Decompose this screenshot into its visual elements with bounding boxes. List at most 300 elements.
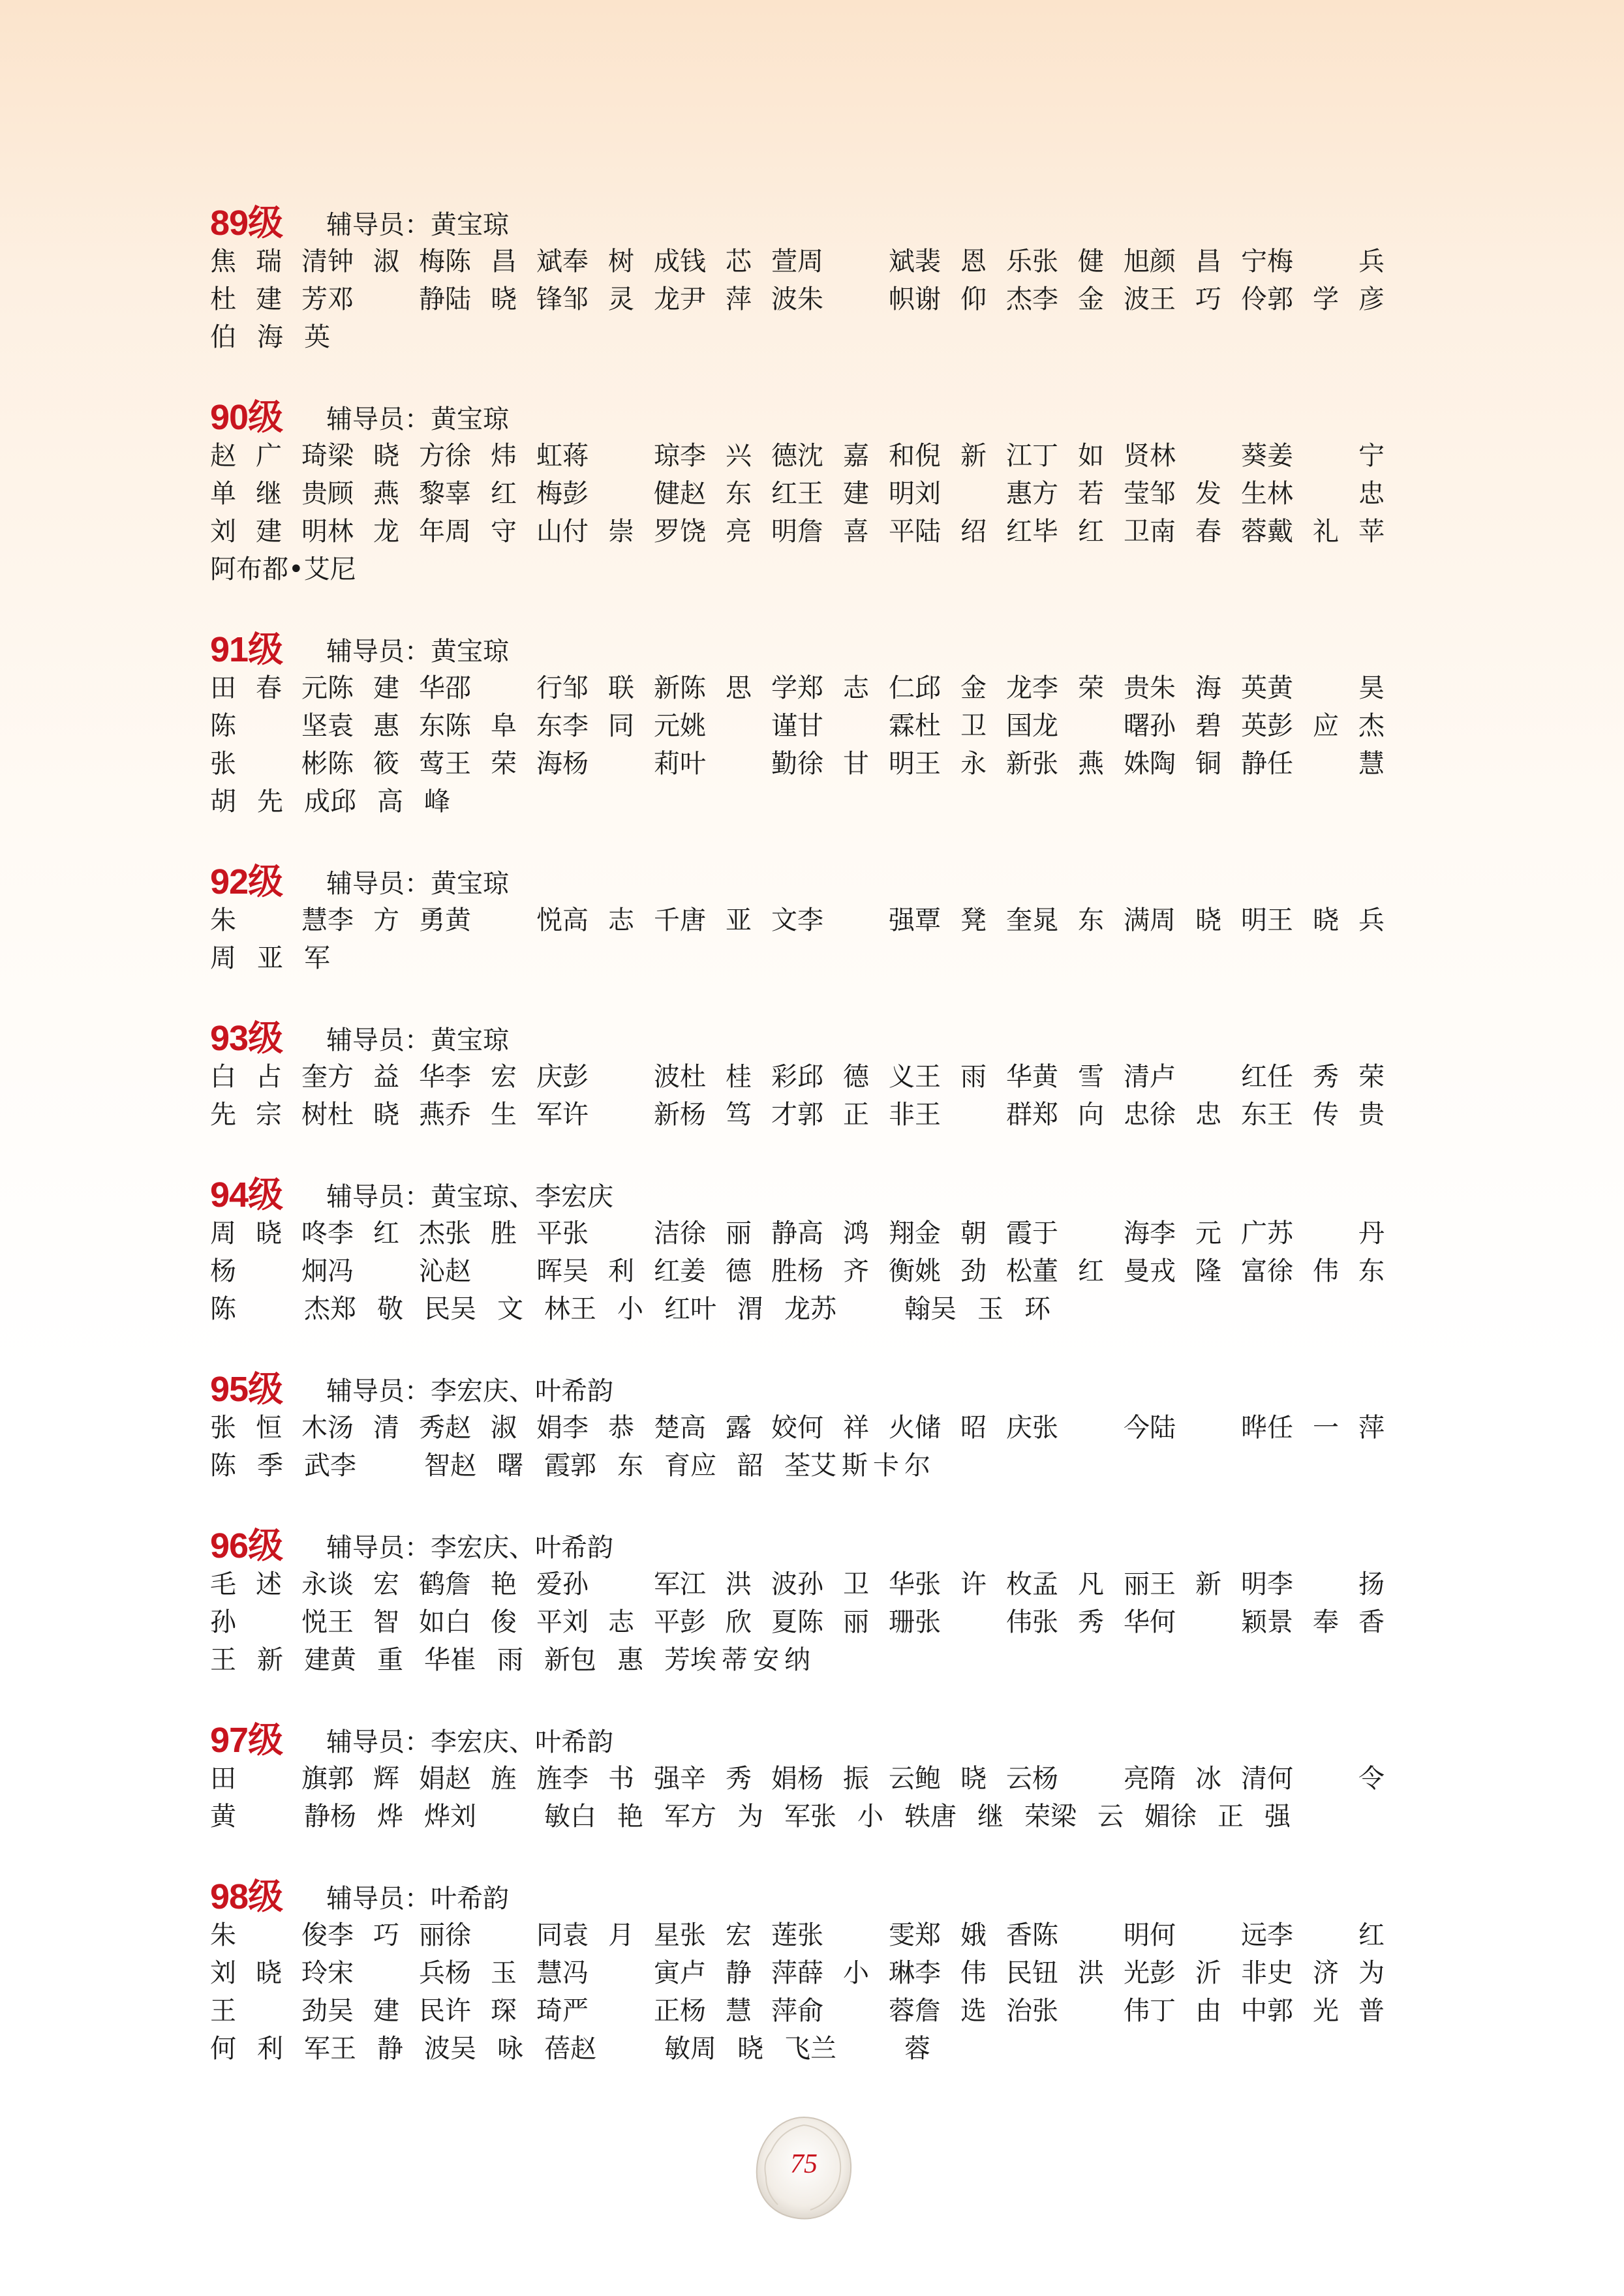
- student-name: 张 燕 姝: [1032, 749, 1150, 779]
- student-name: 李 宏 庆: [445, 1062, 562, 1092]
- student-name: 梅 兵: [1267, 247, 1385, 277]
- student-name: 白 艳 军: [570, 1802, 690, 1832]
- counselor-name: 李宏庆、叶希韵: [431, 1376, 613, 1406]
- student-name: 卢 红: [1150, 1062, 1267, 1092]
- grade-label: 93级: [210, 1019, 283, 1058]
- student-name: 钟 淑 梅: [328, 247, 445, 277]
- student-name: 李 元 广: [1150, 1218, 1267, 1248]
- student-name: 王 新 建: [210, 1645, 330, 1675]
- student-name: 姚 谨: [680, 711, 797, 741]
- student-name: 徐 正 强: [1171, 1802, 1291, 1832]
- student-name: 李 扬: [1267, 1569, 1385, 1599]
- student-name: 吴 利 红: [562, 1256, 680, 1286]
- student-name: 杨 齐 衡: [797, 1256, 915, 1286]
- student-name: 赵 曙 霞: [450, 1451, 570, 1481]
- student-name: 李 智: [330, 1451, 450, 1481]
- counselor-name: 李宏庆、叶希韵: [431, 1533, 613, 1563]
- student-name: 邱 高 峰: [330, 787, 450, 817]
- student-name: 杨 笃 才: [680, 1100, 797, 1130]
- student-name: 王 智 如: [328, 1607, 445, 1637]
- student-name: 刘 惠: [915, 479, 1032, 509]
- student-name: 李 强: [797, 905, 915, 935]
- student-name: 李 兴 德: [680, 441, 797, 471]
- student-name: 李 方 勇: [328, 905, 445, 935]
- counselor-prefix: 辅导员：: [326, 637, 431, 667]
- student-name: 周 亚 军: [210, 943, 330, 973]
- student-name: 毛 述 永: [210, 1569, 328, 1599]
- student-name: 甘 霖: [797, 711, 915, 741]
- student-name: 王 晓 兵: [1267, 905, 1385, 935]
- counselor-name: 黄宝琼: [431, 869, 509, 899]
- student-name: 朱 海 英: [1150, 673, 1267, 703]
- student-name: 杨 玉 慧: [445, 1958, 562, 1988]
- student-name: 郭 光 普: [1267, 1996, 1385, 2026]
- grade-label: 91级: [210, 630, 283, 669]
- student-name: 赵 东 红: [680, 479, 797, 509]
- student-name: 徐 同: [445, 1920, 562, 1950]
- student-name: 兰 蓉: [810, 2034, 930, 2064]
- student-name: 颜 昌 宁: [1150, 247, 1267, 277]
- counselor-line: [326, 1530, 613, 1565]
- student-name: 王 劲: [210, 1996, 328, 2026]
- student-name: 李 巧 丽: [328, 1920, 445, 1950]
- student-name: 江 洪 波: [680, 1569, 797, 1599]
- name-row: [210, 1760, 1385, 1798]
- student-name: 张 雯: [797, 1920, 915, 1950]
- counselor-line: [326, 1023, 509, 1058]
- section-header: [210, 398, 1385, 437]
- student-name: 吴 文 林: [450, 1294, 570, 1324]
- student-name: 方 若 莹: [1032, 479, 1150, 509]
- student-name: 何 祥 火: [797, 1413, 915, 1443]
- student-name: 叶 勤: [680, 749, 797, 779]
- counselor-name: 黄宝琼、李宏庆: [431, 1182, 613, 1212]
- student-name: 陈 坚: [210, 711, 328, 741]
- grade-section: [210, 204, 1385, 356]
- student-name: 黄 悦: [445, 905, 562, 935]
- student-name: 张 洁: [562, 1218, 680, 1248]
- student-name: 孙 悦: [210, 1607, 328, 1637]
- student-name: 王 新 明: [1150, 1569, 1267, 1599]
- student-name: 邱 德 义: [797, 1062, 915, 1092]
- student-name: 邹 发 生: [1150, 479, 1267, 509]
- student-name: 任 一 萍: [1267, 1413, 1385, 1443]
- name-row: [210, 783, 1385, 821]
- name-row: [210, 1058, 1385, 1096]
- name-row: [210, 280, 1385, 318]
- counselor-line: [326, 1881, 509, 1916]
- student-name: 郑 向 忠: [1032, 1100, 1150, 1130]
- student-name: 彭 沂 非: [1150, 1958, 1267, 1988]
- student-name: 彭 欣 夏: [680, 1607, 797, 1637]
- student-name: 王 永 新: [915, 749, 1032, 779]
- counselor-prefix: 辅导员：: [326, 404, 431, 434]
- student-name: 张 宏 莲: [680, 1920, 797, 1950]
- page-number: 75: [790, 2149, 818, 2179]
- counselor-prefix: 辅导员：: [326, 1533, 431, 1563]
- name-row: [210, 1447, 1385, 1485]
- name-row: [210, 669, 1385, 707]
- student-name: 袁 月 星: [562, 1920, 680, 1950]
- student-name: 彭 波: [562, 1062, 680, 1092]
- student-name: 赵 广 琦: [210, 441, 328, 471]
- counselor-line: [326, 402, 509, 437]
- student-name: 李 同 元: [562, 711, 680, 741]
- student-name: 蒋 琼: [562, 441, 680, 471]
- grade-section: [210, 398, 1385, 588]
- student-name: 周 斌: [797, 247, 915, 277]
- name-row: [210, 1565, 1385, 1603]
- student-name: 陆 晔: [1150, 1413, 1267, 1443]
- counselor-name: 黄宝琼: [431, 1025, 509, 1055]
- student-name: 徐 甘 明: [797, 749, 915, 779]
- student-name: 先 宗 树: [210, 1100, 328, 1130]
- student-name: 徐 伟 东: [1267, 1256, 1385, 1286]
- student-name: 姜 宁: [1267, 441, 1385, 471]
- student-name: 李 伟 民: [915, 1958, 1032, 1988]
- counselor-name: 黄宝琼: [431, 210, 509, 240]
- student-name: 郑 敬 民: [330, 1294, 450, 1324]
- student-name: 田 旗: [210, 1764, 328, 1794]
- counselor-prefix: 辅导员：: [326, 1376, 431, 1406]
- name-row: [210, 1603, 1385, 1641]
- counselor-prefix: 辅导员：: [326, 1884, 431, 1914]
- student-name: 赵 晖: [445, 1256, 562, 1286]
- counselor-name: 叶希韵: [431, 1884, 509, 1914]
- student-name: 单 继 贵: [210, 479, 328, 509]
- student-name: 吴 玉 环: [930, 1294, 1050, 1324]
- name-row: [210, 318, 1385, 356]
- counselor-prefix: 辅导员：: [326, 1025, 431, 1055]
- student-name: 南 春 蓉: [1150, 517, 1267, 547]
- counselor-line: [326, 1179, 613, 1215]
- student-name: 詹 艳 爱: [445, 1569, 562, 1599]
- student-name: 陈 思 学: [680, 673, 797, 703]
- name-row: [210, 1798, 1385, 1835]
- counselor-name: 黄宝琼: [431, 404, 509, 434]
- student-name: 金 朝 霞: [915, 1218, 1032, 1248]
- name-row: [210, 1252, 1385, 1290]
- name-row: [210, 707, 1385, 745]
- student-name: 艾 斯 卡 尔: [810, 1451, 930, 1481]
- student-name: 邓 静: [328, 284, 445, 314]
- name-row: [210, 1916, 1385, 1954]
- student-name: 包 惠 芳: [570, 1645, 690, 1675]
- student-name: 冯 寅: [562, 1958, 680, 1988]
- student-name: 姚 劲 松: [915, 1256, 1032, 1286]
- student-name: 尹 萍 波: [680, 284, 797, 314]
- student-name: 陈 丽 珊: [797, 1607, 915, 1637]
- grade-label: 89级: [210, 204, 283, 243]
- student-name: 钱 芯 萱: [680, 247, 797, 277]
- page-number-badge: [752, 2112, 856, 2223]
- student-name: 汤 清 秀: [328, 1413, 445, 1443]
- section-header: [210, 862, 1385, 901]
- student-name: 王 群: [915, 1100, 1032, 1130]
- student-name: 陆 晓 锋: [445, 284, 562, 314]
- counselor-line: [326, 866, 509, 901]
- grade-label: 90级: [210, 398, 283, 437]
- student-name: 谈 宏 鹤: [328, 1569, 445, 1599]
- student-name: 黄 雪 清: [1032, 1062, 1150, 1092]
- student-name: 许 新: [562, 1100, 680, 1130]
- student-name: 王 荣 海: [445, 749, 562, 779]
- student-name: 高 鸿 翔: [797, 1218, 915, 1248]
- student-name: 储 昭 庆: [915, 1413, 1032, 1443]
- student-name: 唐 继 荣: [930, 1802, 1050, 1832]
- student-name: 张 秀 华: [1032, 1607, 1150, 1637]
- student-name: 饶 亮 明: [680, 517, 797, 547]
- roster-content: [210, 204, 1385, 2109]
- student-name: 张 小 轶: [810, 1802, 930, 1832]
- student-name: 徐 炜 虹: [445, 441, 562, 471]
- name-row: [210, 1954, 1385, 1992]
- student-name: 周 守 山: [445, 517, 562, 547]
- student-name: 邵 行: [445, 673, 562, 703]
- grade-section: [210, 1721, 1385, 1835]
- student-name: 沈 嘉 和: [797, 441, 915, 471]
- section-header: [210, 1370, 1385, 1409]
- student-name: 冯 沁: [328, 1256, 445, 1286]
- student-name: 俞 蓉: [797, 1996, 915, 2026]
- student-name: 郭 东 育: [570, 1451, 690, 1481]
- student-name: 裴 恩 乐: [915, 247, 1032, 277]
- name-row: [210, 901, 1385, 939]
- student-name: 付 崇 罗: [562, 517, 680, 547]
- student-name: 于 海: [1032, 1218, 1150, 1248]
- grade-section: [210, 862, 1385, 977]
- student-name: 林 忠: [1267, 479, 1385, 509]
- section-header: [210, 204, 1385, 243]
- student-name: 陈 季 武: [210, 1451, 330, 1481]
- student-name: 宋 兵: [328, 1958, 445, 1988]
- student-name: 杨 炯: [210, 1256, 328, 1286]
- student-name: 梁 云 媚: [1050, 1802, 1171, 1832]
- grade-section: [210, 1175, 1385, 1328]
- name-row: [210, 1290, 1385, 1328]
- student-name: 孙 碧 英: [1150, 711, 1267, 741]
- grade-section: [210, 1877, 1385, 2068]
- student-name: 李 荣 贵: [1032, 673, 1150, 703]
- name-row: [210, 475, 1385, 513]
- student-name: 孙 军: [562, 1569, 680, 1599]
- student-name: 张 胜 平: [445, 1218, 562, 1248]
- student-name: 詹 喜 平: [797, 517, 915, 547]
- student-name: 张 伟: [1032, 1996, 1150, 2026]
- student-name: 白 俊 平: [445, 1607, 562, 1637]
- student-name: 严 正: [562, 1996, 680, 2026]
- student-name: 李 红 杰: [328, 1218, 445, 1248]
- student-name: 苏 翰: [810, 1294, 930, 1324]
- student-name: 苏 丹: [1267, 1218, 1385, 1248]
- student-name: 陈 建 华: [328, 673, 445, 703]
- student-name: 任 慧: [1267, 749, 1385, 779]
- student-name: 徐 丽 静: [680, 1218, 797, 1248]
- student-name: 焦 瑞 清: [210, 247, 328, 277]
- grade-label: 95级: [210, 1370, 283, 1409]
- counselor-name: 李宏庆、叶希韵: [431, 1727, 613, 1757]
- student-name: 唐 亚 文: [680, 905, 797, 935]
- name-row: [210, 1409, 1385, 1447]
- student-name: 陈 杰: [210, 1294, 330, 1324]
- student-name: 邹 联 新: [562, 673, 680, 703]
- student-name: 隋 冰 清: [1150, 1764, 1267, 1794]
- student-name: 杜 卫 国: [915, 711, 1032, 741]
- student-name: 邹 灵 龙: [562, 284, 680, 314]
- name-row: [210, 243, 1385, 280]
- section-header: [210, 1526, 1385, 1565]
- student-name: 邱 金 龙: [915, 673, 1032, 703]
- section-header: [210, 630, 1385, 669]
- student-name: 朱 帜: [797, 284, 915, 314]
- section-header: [210, 1019, 1385, 1058]
- student-name: 梁 晓 方: [328, 441, 445, 471]
- counselor-line: [326, 1374, 613, 1409]
- name-row: [210, 939, 1385, 977]
- grade-label: 96级: [210, 1526, 283, 1565]
- student-name: 郑 娥 香: [915, 1920, 1032, 1950]
- student-name: 黄 昊: [1267, 673, 1385, 703]
- student-name: 吴 建 民: [328, 1996, 445, 2026]
- student-name: 周 晓 飞: [690, 2034, 810, 2064]
- student-name: 阿布都•艾尼: [210, 554, 356, 584]
- student-name: 伯 海 英: [210, 322, 330, 352]
- name-row: [210, 1096, 1385, 1134]
- student-name: 朱 俊: [210, 1920, 328, 1950]
- student-name: 赵 淑 娟: [445, 1413, 562, 1443]
- student-name: 杨 慧 萍: [680, 1996, 797, 2026]
- name-row: [210, 1641, 1385, 1679]
- student-name: 戴 礼 苹: [1267, 517, 1385, 547]
- name-row: [210, 1215, 1385, 1252]
- counselor-prefix: 辅导员：: [326, 210, 431, 240]
- student-name: 鲍 晓 云: [915, 1764, 1032, 1794]
- counselor-name: 黄宝琼: [431, 637, 509, 667]
- student-name: 丁 如 贤: [1032, 441, 1150, 471]
- student-name: 郭 正 非: [797, 1100, 915, 1130]
- student-name: 陈 明: [1032, 1920, 1150, 1950]
- name-row: [210, 745, 1385, 783]
- student-name: 许 琛 琦: [445, 1996, 562, 2026]
- student-name: 张 健 旭: [1032, 247, 1150, 277]
- student-name: 朱 慧: [210, 905, 328, 935]
- student-name: 方 益 华: [328, 1062, 445, 1092]
- student-name: 何 令: [1267, 1764, 1385, 1794]
- name-row: [210, 513, 1385, 551]
- student-name: 王 巧 伶: [1150, 284, 1267, 314]
- student-name: 李 金 波: [1032, 284, 1150, 314]
- student-name: 薛 小 琳: [797, 1958, 915, 1988]
- student-name: 崔 雨 新: [450, 1645, 570, 1675]
- student-name: 杨 烨 烨: [330, 1802, 450, 1832]
- student-name: 田 春 元: [210, 673, 328, 703]
- student-name: 赵 旌 旌: [445, 1764, 562, 1794]
- grade-label: 97级: [210, 1721, 283, 1760]
- student-name: 张 彬: [210, 749, 328, 779]
- student-name: 孙 卫 华: [797, 1569, 915, 1599]
- counselor-line: [326, 207, 509, 243]
- student-name: 黄 静: [210, 1802, 330, 1832]
- name-row: [210, 1992, 1385, 2030]
- student-name: 郭 学 彦: [1267, 284, 1385, 314]
- student-name: 任 秀 荣: [1267, 1062, 1385, 1092]
- student-name: 何 利 军: [210, 2034, 330, 2064]
- student-name: 刘 敏: [450, 1802, 570, 1832]
- student-name: 何 颖: [1150, 1607, 1267, 1637]
- student-name: 黄 重 华: [330, 1645, 450, 1675]
- student-name: 袁 惠 东: [328, 711, 445, 741]
- student-name: 彭 应 杰: [1267, 711, 1385, 741]
- student-name: 毕 红 卫: [1032, 517, 1150, 547]
- student-name: 乔 生 军: [445, 1100, 562, 1130]
- name-row: [210, 551, 1385, 588]
- student-name: 陈 筱 莺: [328, 749, 445, 779]
- student-name: 应 韶 荃: [690, 1451, 810, 1481]
- student-name: 杜 桂 彩: [680, 1062, 797, 1092]
- student-name: 王 建 明: [797, 479, 915, 509]
- student-name: 杜 建 芳: [210, 284, 328, 314]
- student-name: 龙 曙: [1032, 711, 1150, 741]
- student-name: 辛 秀 娟: [680, 1764, 797, 1794]
- student-name: 奉 树 成: [562, 247, 680, 277]
- section-header: [210, 1175, 1385, 1215]
- section-header: [210, 1877, 1385, 1916]
- student-name: 孟 凡 丽: [1032, 1569, 1150, 1599]
- student-name: 周 晓 明: [1150, 905, 1267, 935]
- name-row: [210, 2030, 1385, 2068]
- student-name: 刘 晓 玲: [210, 1958, 328, 1988]
- student-name: 陆 绍 红: [915, 517, 1032, 547]
- student-name: 高 露 姣: [680, 1413, 797, 1443]
- student-name: 王 小 红: [570, 1294, 690, 1324]
- student-name: 王 雨 华: [915, 1062, 1032, 1092]
- student-name: 张 伟: [915, 1607, 1032, 1637]
- student-name: 陈 阜 东: [445, 711, 562, 741]
- grade-label: 98级: [210, 1877, 283, 1916]
- student-name: 张 许 枚: [915, 1569, 1032, 1599]
- student-name: 杨 振 云: [797, 1764, 915, 1794]
- student-name: 倪 新 江: [915, 441, 1032, 471]
- grade-label: 92级: [210, 862, 283, 901]
- student-name: 王 静 波: [330, 2034, 450, 2064]
- student-name: 顾 燕 黎: [328, 479, 445, 509]
- grade-section: [210, 630, 1385, 821]
- student-name: 吴 咏 蓓: [450, 2034, 570, 2064]
- student-name: 李 书 强: [562, 1764, 680, 1794]
- section-header: [210, 1721, 1385, 1760]
- student-name: 景 奉 香: [1267, 1607, 1385, 1637]
- student-name: 彭 健: [562, 479, 680, 509]
- student-name: 陈 昌 斌: [445, 247, 562, 277]
- grade-label: 94级: [210, 1175, 283, 1215]
- grade-section: [210, 1526, 1385, 1679]
- student-name: 杜 晓 燕: [328, 1100, 445, 1130]
- student-name: 詹 选 治: [915, 1996, 1032, 2026]
- counselor-prefix: 辅导员：: [326, 1182, 431, 1212]
- student-name: 刘 建 明: [210, 517, 328, 547]
- student-name: 白 占 奎: [210, 1062, 328, 1092]
- student-name: 方 为 军: [690, 1802, 810, 1832]
- student-name: 杨 亮: [1032, 1764, 1150, 1794]
- student-name: 张 今: [1032, 1413, 1150, 1443]
- student-name: 史 济 为: [1267, 1958, 1385, 1988]
- counselor-line: [326, 1725, 613, 1760]
- student-name: 刘 志 平: [562, 1607, 680, 1637]
- student-name: 李 红: [1267, 1920, 1385, 1950]
- student-name: 赵 敏: [570, 2034, 690, 2064]
- student-name: 卢 静 萍: [680, 1958, 797, 1988]
- student-name: 何 远: [1150, 1920, 1267, 1950]
